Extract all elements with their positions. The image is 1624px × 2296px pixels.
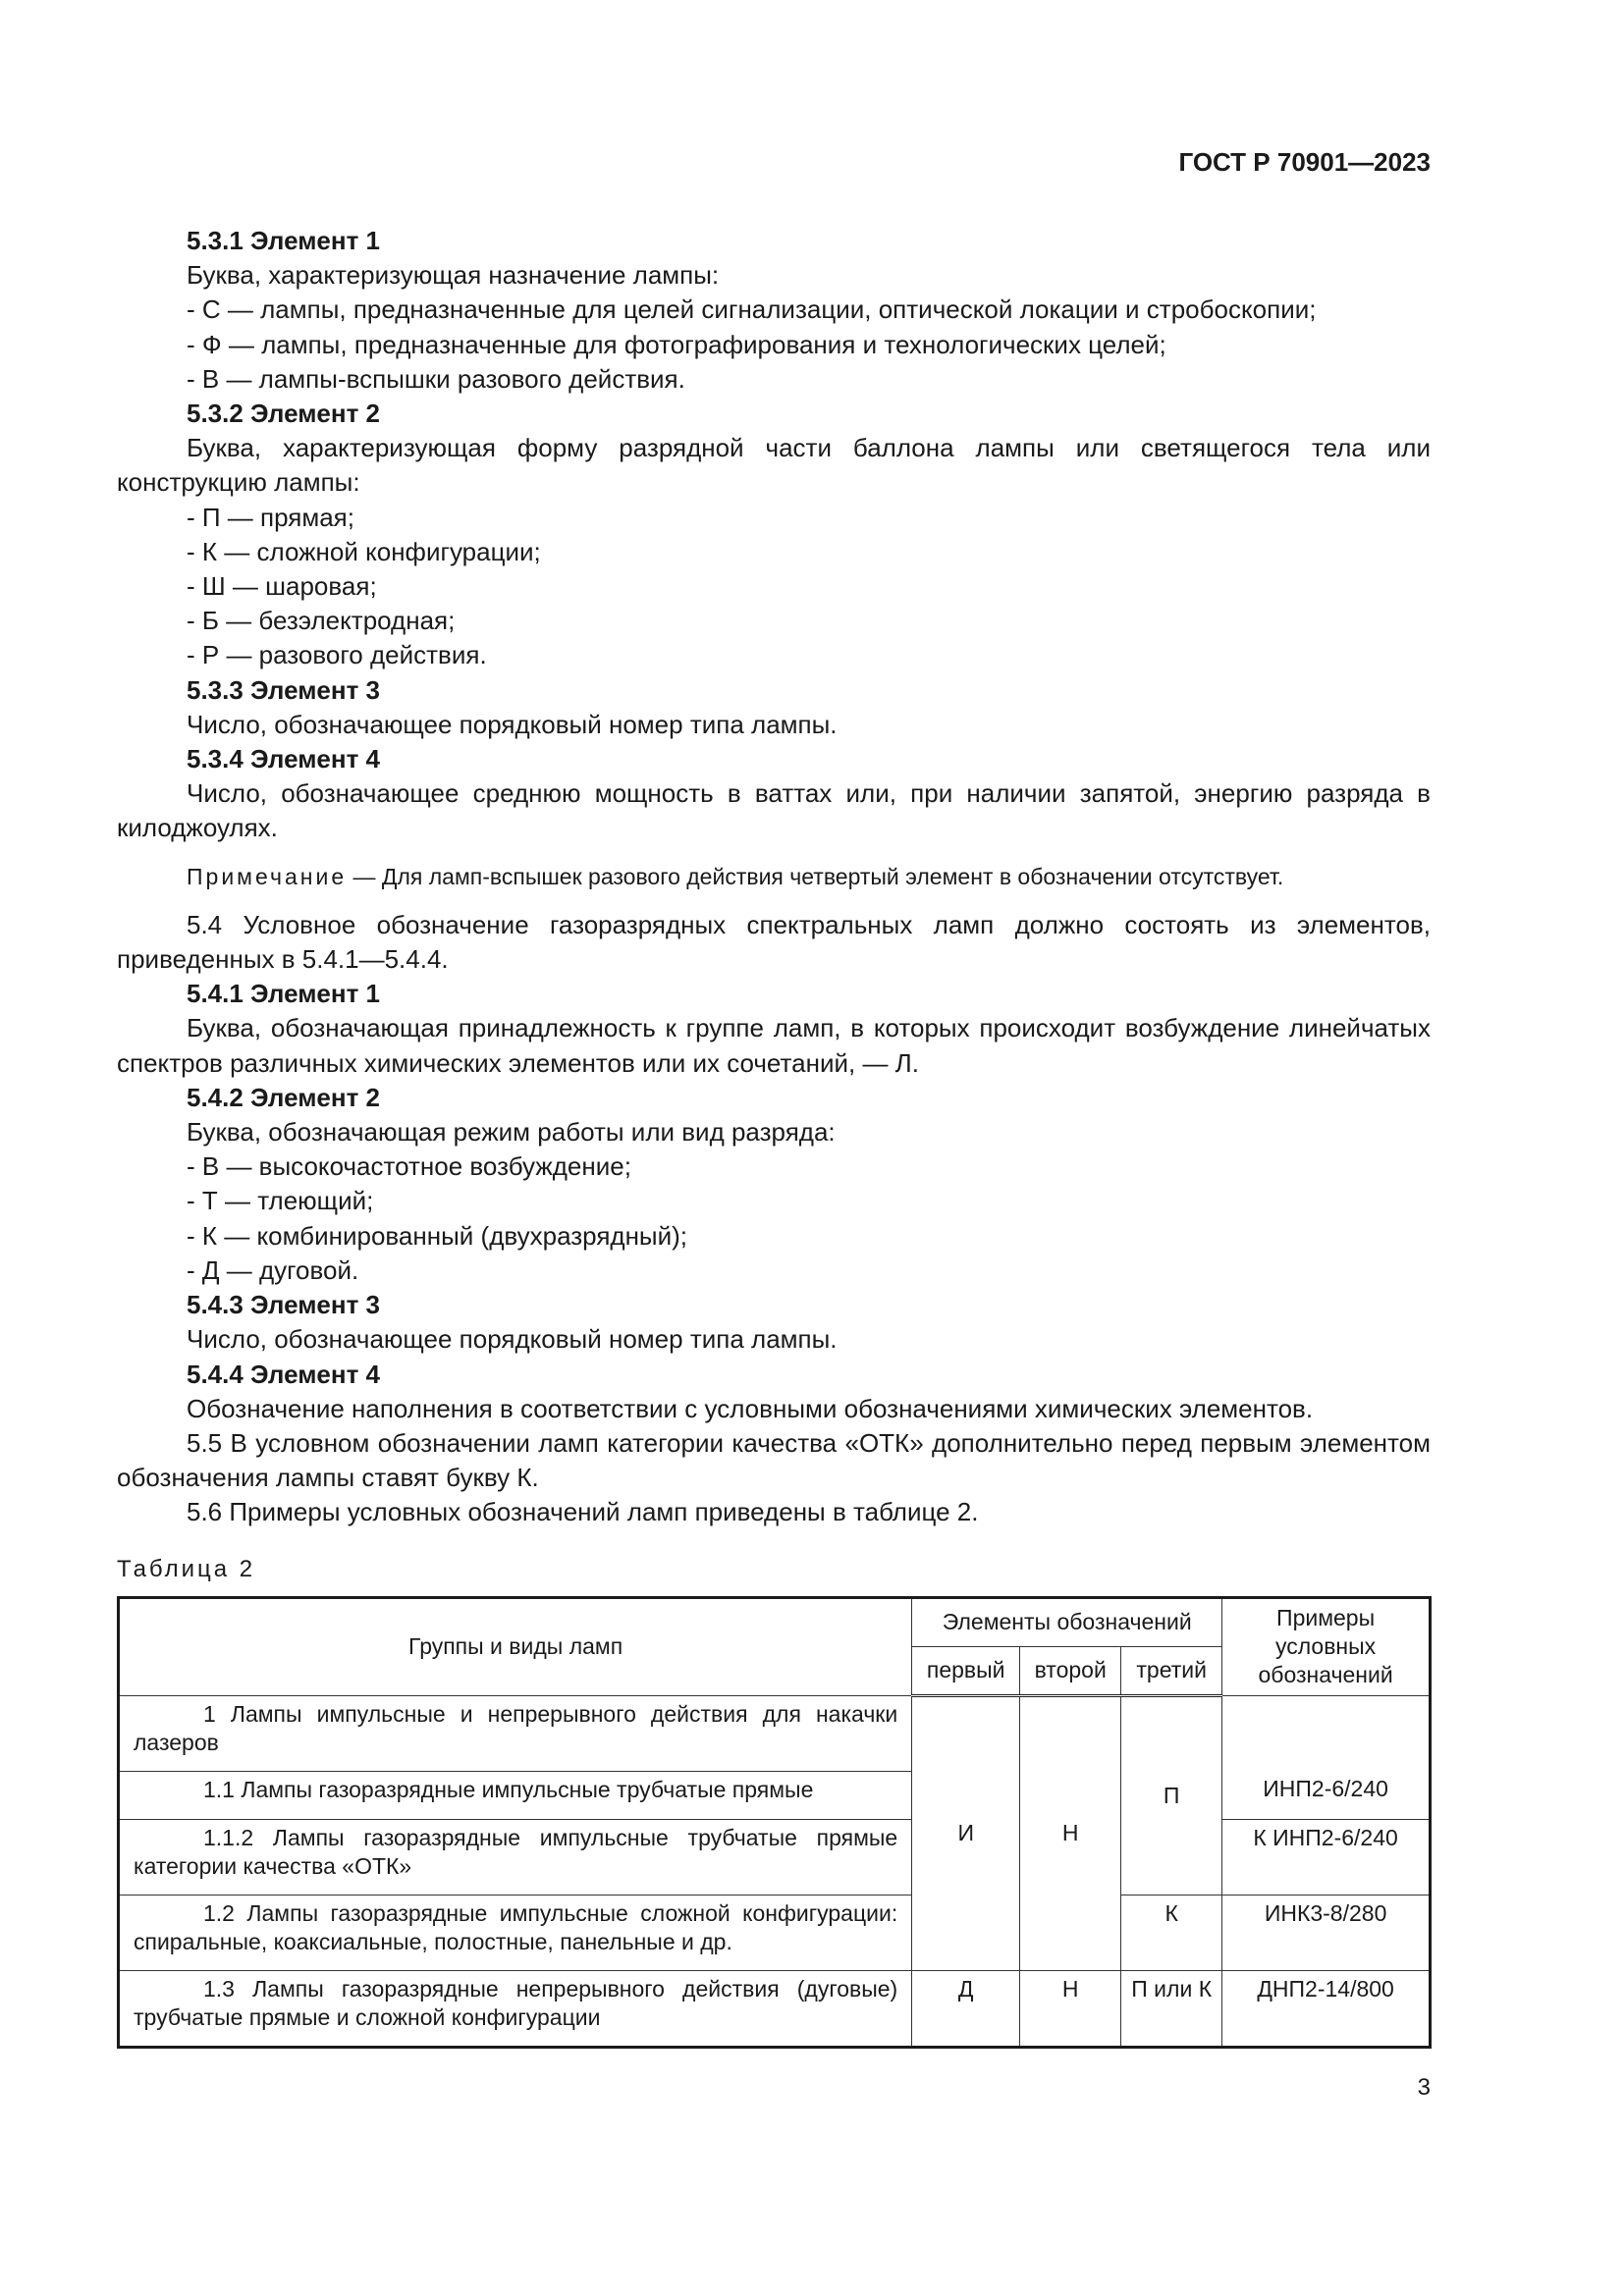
section-5-3-1-intro: Буква, характеризующая назначение лампы: [187, 260, 720, 291]
merged-first-cell: И [912, 1695, 1020, 1970]
second-cell: Н [1020, 1970, 1121, 2047]
third-cell: К [1121, 1895, 1222, 1970]
section-5-3-4-title: 5.3.4 Элемент 4 [187, 744, 381, 774]
example-cell: ИНК3-8/280 [1222, 1895, 1431, 1970]
section-5-3-3-text: Число, обозначающее порядковый номер типа лампы. [187, 709, 838, 739]
header-first: первый [912, 1646, 1020, 1695]
document-id: ГОСТ Р 70901—2023 [1178, 147, 1431, 177]
section-5-5-text: 5.5 В условном обозначении ламп категории качества «ОТК» дополнительно перед первым элементом обозначения лампы ставят букву К. [117, 1427, 1431, 1493]
example-cell: К ИНП2-6/240 [1222, 1819, 1431, 1895]
table-row [119, 1771, 1431, 1819]
section-5-4-2-intro: Буква, обозначающая режим работы или вид разряда: [187, 1117, 836, 1148]
group-cell: 1.1 Лампы газоразрядные импульсные трубчатые прямые [119, 1771, 912, 1819]
list-item: - Т — тлеющий; [187, 1186, 374, 1216]
section-5-6-text: 5.6 Примеры условных обозначений ламп приведены в таблице 2. [187, 1497, 979, 1527]
section-5-4-2-title: 5.4.2 Элемент 2 [187, 1082, 381, 1112]
table-row [119, 1970, 1431, 2047]
merged-second-cell: Н [1020, 1695, 1121, 1970]
section-5-4-3-title: 5.4.3 Элемент 3 [187, 1290, 381, 1320]
section-5-3-2-intro: Буква, характеризующая форму разрядной части баллона лампы или светящегося тела или конструкцию лампы: [117, 433, 1431, 498]
section-5-3-1-title: 5.3.1 Элемент 1 [187, 226, 381, 255]
header-elements: Элементы обозначений [912, 1597, 1222, 1646]
list-item: - Ш — шаровая; [187, 571, 377, 602]
table-row [119, 1819, 1431, 1895]
document-body [117, 224, 1431, 2049]
section-5-4-3-text: Число, обозначающее порядковый номер типа лампы. [187, 1324, 838, 1355]
section-5-4-1-text: Буква, обозначающая принадлежность к группе ламп, в которых происходит возбуждение линейчатых спектров различных химических элементов или их сочетаний, — Л. [117, 1013, 1431, 1078]
page-number: 3 [1417, 2074, 1431, 2101]
header-examples: Примеры условных обозначений [1222, 1597, 1431, 1695]
third-cell: П или К [1121, 1970, 1222, 2047]
section-5-4-1-title: 5.4.1 Элемент 1 [187, 979, 381, 1009]
group-cell: 1.3 Лампы газоразрядные непрерывного действия (дуговые) трубчатые прямые и сложной конфигурации [119, 1970, 912, 2047]
list-item: - Б — безэлектродная; [187, 606, 456, 636]
section-5-3-4-text: Число, обозначающее среднюю мощность в ваттах или, при наличии запятой, энергию разряда в килоджоулях. [117, 778, 1431, 843]
section-5-3-3-title: 5.3.3 Элемент 3 [187, 674, 381, 705]
header-groups: Группы и виды ламп [119, 1597, 912, 1695]
table-row [119, 1895, 1431, 1970]
section-5-4-text: 5.4 Условное обозначение газоразрядных спектральных ламп должно состоять из элементов, приведенных в 5.4.1—5.4.4. [117, 909, 1431, 975]
section-5-4-4-title: 5.4.4 Элемент 4 [187, 1359, 381, 1389]
list-item: - Д — дуговой. [187, 1255, 359, 1285]
list-item: - Ф — лампы, предназначенные для фотографирования и технологических целей; [187, 329, 1166, 359]
table-row [119, 1695, 1431, 1771]
example-cell [1222, 1695, 1431, 1771]
section-5-3-2-title: 5.3.2 Элемент 2 [187, 399, 381, 429]
list-item: - К — комбинированный (двухразрядный); [187, 1220, 688, 1251]
list-item: - В — высокочастотное возбуждение; [187, 1151, 631, 1182]
group-cell: 1 Лампы импульсные и непрерывного действия для накачки лазеров [119, 1695, 912, 1771]
list-item: - К — сложной конфигурации; [187, 536, 541, 566]
header-second: второй [1020, 1646, 1121, 1695]
first-cell: Д [912, 1970, 1020, 2047]
note [117, 860, 1431, 894]
section-5-4-4-text: Обозначение наполнения в соответствии с условными обозначениями химических элементов. [187, 1393, 1314, 1423]
group-cell: 1.2 Лампы газоразрядные импульсные сложной конфигурации: спиральные, коаксиальные, полостные, панельные и др. [119, 1895, 912, 1970]
example-cell: ИНП2-6/240 [1222, 1771, 1431, 1819]
list-item: - С — лампы, предназначенные для целей сигнализации, оптической локации и стробоскопии; [187, 294, 1317, 325]
table-caption: Таблица 2 [117, 1555, 256, 1582]
example-cell: ДНП2-14/800 [1222, 1970, 1431, 2047]
group-cell: 1.1.2 Лампы газоразрядные импульсные трубчатые прямые категории качества «ОТК» [119, 1819, 912, 1895]
note-label: Примечание [187, 863, 348, 889]
header-third: третий [1121, 1646, 1222, 1695]
list-item: - В — лампы-вспышки разового действия. [187, 363, 685, 394]
list-item: - Р — разового действия. [187, 640, 487, 670]
list-item: - П — прямая; [187, 502, 354, 532]
lamp-designation-table [117, 1596, 1432, 2049]
merged-third-cell: П [1121, 1695, 1222, 1895]
note-text: — Для ламп-вспышек разового действия четвертый элемент в обозначении отсутствует. [347, 863, 1284, 889]
